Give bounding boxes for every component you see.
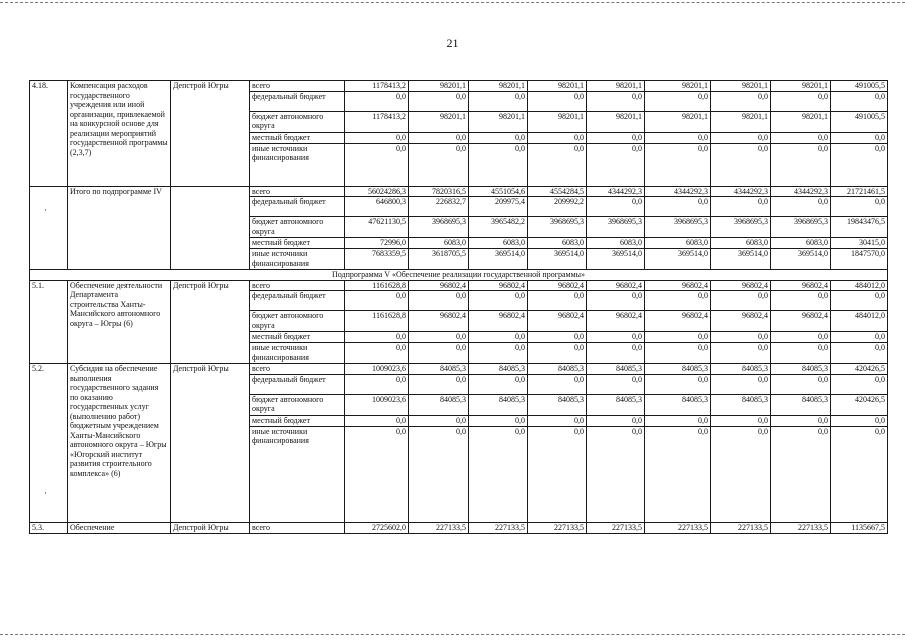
amount-cell: 6083,0	[528, 238, 587, 249]
amount-cell: 1178413,2	[345, 111, 409, 132]
amount-cell: 84085,3	[528, 364, 587, 375]
amount-cell: 4344292,3	[587, 186, 645, 197]
amount-cell: 84085,3	[409, 364, 469, 375]
amount-cell: 3968695,3	[771, 217, 831, 238]
amount-cell: 0,0	[528, 415, 587, 426]
funding-source-label: иные источники финансирования	[250, 249, 345, 270]
amount-cell: 491005,5	[831, 81, 888, 92]
table-row	[30, 364, 888, 375]
funding-source-label: бюджет автономного округа	[250, 111, 345, 132]
amount-cell: 0,0	[711, 143, 771, 186]
amount-cell: 1847570,0	[831, 249, 888, 270]
amount-cell: 6083,0	[771, 238, 831, 249]
amount-cell: 0,0	[345, 374, 409, 394]
amount-cell: 96802,4	[771, 280, 831, 291]
amount-cell: 7820316,5	[409, 186, 469, 197]
amount-cell: 209992,2	[528, 197, 587, 217]
funding-source-label: всего	[250, 81, 345, 92]
amount-cell: 0,0	[771, 91, 831, 111]
amount-cell: 2725602,0	[345, 522, 409, 533]
amount-cell: 484012,0	[831, 311, 888, 332]
amount-cell: 98201,1	[645, 81, 711, 92]
amount-cell: 484012,0	[831, 280, 888, 291]
amount-cell: 4344292,3	[645, 186, 711, 197]
amount-cell: 0,0	[771, 374, 831, 394]
table-row	[30, 81, 888, 92]
amount-cell: 226832,7	[409, 197, 469, 217]
amount-cell: 0,0	[771, 426, 831, 522]
amount-cell: 369514,0	[587, 249, 645, 270]
amount-cell: 0,0	[409, 343, 469, 364]
amount-cell: 0,0	[528, 143, 587, 186]
amount-cell: 98201,1	[711, 111, 771, 132]
page-number: 21	[446, 36, 459, 50]
amount-cell: 0,0	[587, 343, 645, 364]
funding-source-label: бюджет автономного округа	[250, 217, 345, 238]
amount-cell: 0,0	[345, 426, 409, 522]
amount-cell: 56024286,3	[345, 186, 409, 197]
amount-cell: 0,0	[711, 332, 771, 343]
funding-source-label: бюджет автономного округа	[250, 394, 345, 415]
amount-cell: 0,0	[711, 374, 771, 394]
table-row	[30, 522, 888, 533]
amount-cell: 6083,0	[587, 238, 645, 249]
amount-cell: 6083,0	[711, 238, 771, 249]
amount-cell: 227133,5	[711, 522, 771, 533]
amount-cell: 47621130,5	[345, 217, 409, 238]
amount-cell: 0,0	[711, 343, 771, 364]
amount-cell: 84085,3	[409, 394, 469, 415]
amount-cell: 0,0	[345, 143, 409, 186]
amount-cell: 84085,3	[711, 364, 771, 375]
amount-cell: 84085,3	[645, 394, 711, 415]
amount-cell: 96802,4	[645, 280, 711, 291]
amount-cell: 0,0	[645, 332, 711, 343]
funding-source-label: федеральный бюджет	[250, 291, 345, 311]
amount-cell: 96802,4	[711, 280, 771, 291]
row-executor	[171, 186, 250, 270]
amount-cell: 6083,0	[645, 238, 711, 249]
amount-cell: 0,0	[645, 374, 711, 394]
amount-cell: 0,0	[771, 332, 831, 343]
amount-cell: 0,0	[528, 291, 587, 311]
amount-cell: 4551054,6	[469, 186, 528, 197]
amount-cell: 0,0	[409, 374, 469, 394]
row-executor: Депстрой Югры	[171, 280, 250, 364]
amount-cell: 0,0	[831, 374, 888, 394]
amount-cell: 0,0	[345, 415, 409, 426]
amount-cell: 0,0	[409, 332, 469, 343]
amount-cell: 3968695,3	[409, 217, 469, 238]
row-executor: Депстрой Югры	[171, 364, 250, 523]
amount-cell: 0,0	[528, 132, 587, 143]
amount-cell: 0,0	[469, 426, 528, 522]
amount-cell: 96802,4	[409, 311, 469, 332]
amount-cell: 7683359,5	[345, 249, 409, 270]
amount-cell: 369514,0	[645, 249, 711, 270]
amount-cell: 227133,5	[771, 522, 831, 533]
amount-cell: 0,0	[409, 426, 469, 522]
amount-cell: 0,0	[831, 291, 888, 311]
funding-source-label: всего	[250, 364, 345, 375]
amount-cell: 84085,3	[771, 364, 831, 375]
funding-source-label: иные источники финансирования	[250, 143, 345, 186]
amount-cell: 0,0	[345, 343, 409, 364]
scan-mark: ·	[44, 488, 47, 498]
amount-cell: 0,0	[771, 143, 831, 186]
amount-cell: 98201,1	[409, 81, 469, 92]
subprogram-header-row	[30, 270, 888, 281]
amount-cell: 0,0	[711, 415, 771, 426]
row-code: 5.2.	[30, 364, 68, 523]
amount-cell: 0,0	[469, 91, 528, 111]
amount-cell: 420426,5	[831, 364, 888, 375]
funding-source-label: всего	[250, 280, 345, 291]
funding-source-label: федеральный бюджет	[250, 91, 345, 111]
amount-cell: 96802,4	[528, 311, 587, 332]
amount-cell: 0,0	[469, 291, 528, 311]
amount-cell: 98201,1	[771, 81, 831, 92]
funding-source-label: местный бюджет	[250, 238, 345, 249]
amount-cell: 0,0	[645, 197, 711, 217]
amount-cell: 84085,3	[528, 394, 587, 415]
amount-cell: 96802,4	[771, 311, 831, 332]
amount-cell: 96802,4	[711, 311, 771, 332]
amount-cell: 0,0	[771, 291, 831, 311]
amount-cell: 0,0	[409, 132, 469, 143]
amount-cell: 1135667,5	[831, 522, 888, 533]
amount-cell: 4344292,3	[711, 186, 771, 197]
amount-cell: 0,0	[469, 343, 528, 364]
amount-cell: 6083,0	[469, 238, 528, 249]
amount-cell: 19843476,5	[831, 217, 888, 238]
funding-source-label: местный бюджет	[250, 332, 345, 343]
funding-source-label: иные источники финансирования	[250, 426, 345, 522]
amount-cell: 0,0	[831, 91, 888, 111]
amount-cell: 0,0	[645, 343, 711, 364]
amount-cell: 30415,0	[831, 238, 888, 249]
amount-cell: 84085,3	[645, 364, 711, 375]
amount-cell: 0,0	[587, 426, 645, 522]
amount-cell: 96802,4	[469, 311, 528, 332]
subprogram-header: Подпрограмма V «Обеспечение реализации государственной программы»	[30, 270, 888, 281]
funding-source-label: бюджет автономного округа	[250, 311, 345, 332]
row-executor: Депстрой Югры	[171, 81, 250, 187]
amount-cell: 0,0	[587, 143, 645, 186]
amount-cell: 369514,0	[469, 249, 528, 270]
amount-cell: 96802,4	[409, 280, 469, 291]
amount-cell: 84085,3	[771, 394, 831, 415]
amount-cell: 98201,1	[711, 81, 771, 92]
amount-cell: 0,0	[645, 415, 711, 426]
amount-cell: 0,0	[345, 132, 409, 143]
amount-cell: 0,0	[711, 91, 771, 111]
funding-source-label: иные источники финансирования	[250, 343, 345, 364]
amount-cell: 84085,3	[469, 394, 528, 415]
amount-cell: 21721461,5	[831, 186, 888, 197]
table-row	[30, 280, 888, 291]
funding-source-label: федеральный бюджет	[250, 374, 345, 394]
row-executor: Депстрой Югры	[171, 522, 250, 533]
amount-cell: 646800,3	[345, 197, 409, 217]
amount-cell: 0,0	[645, 426, 711, 522]
amount-cell: 98201,1	[528, 111, 587, 132]
amount-cell: 0,0	[645, 143, 711, 186]
amount-cell: 227133,5	[409, 522, 469, 533]
amount-cell: 0,0	[771, 197, 831, 217]
amount-cell: 0,0	[587, 132, 645, 143]
scan-edge-top	[0, 2, 905, 3]
amount-cell: 0,0	[345, 332, 409, 343]
amount-cell: 0,0	[711, 132, 771, 143]
amount-cell: 369514,0	[771, 249, 831, 270]
amount-cell: 0,0	[711, 197, 771, 217]
row-code: 4.18.	[30, 81, 68, 187]
scan-mark: ·	[44, 205, 47, 215]
amount-cell: 0,0	[409, 415, 469, 426]
amount-cell: 0,0	[345, 291, 409, 311]
amount-cell: 84085,3	[587, 394, 645, 415]
amount-cell: 98201,1	[587, 81, 645, 92]
amount-cell: 0,0	[831, 197, 888, 217]
funding-source-label: местный бюджет	[250, 415, 345, 426]
amount-cell: 0,0	[528, 332, 587, 343]
amount-cell: 0,0	[528, 343, 587, 364]
amount-cell: 1161628,8	[345, 311, 409, 332]
amount-cell: 0,0	[469, 374, 528, 394]
amount-cell: 96802,4	[587, 311, 645, 332]
funding-source-label: всего	[250, 522, 345, 533]
amount-cell: 96802,4	[528, 280, 587, 291]
amount-cell: 0,0	[771, 132, 831, 143]
amount-cell: 72996,0	[345, 238, 409, 249]
row-code	[30, 186, 68, 270]
amount-cell: 0,0	[469, 143, 528, 186]
amount-cell: 0,0	[587, 197, 645, 217]
amount-cell: 3968695,3	[711, 217, 771, 238]
amount-cell: 0,0	[831, 426, 888, 522]
amount-cell: 0,0	[831, 343, 888, 364]
amount-cell: 0,0	[831, 132, 888, 143]
amount-cell: 0,0	[587, 415, 645, 426]
amount-cell: 0,0	[528, 374, 587, 394]
amount-cell: 0,0	[528, 426, 587, 522]
amount-cell: 84085,3	[587, 364, 645, 375]
amount-cell: 1009023,6	[345, 394, 409, 415]
amount-cell: 4554284,5	[528, 186, 587, 197]
amount-cell: 0,0	[831, 332, 888, 343]
amount-cell: 0,0	[771, 415, 831, 426]
amount-cell: 98201,1	[587, 111, 645, 132]
amount-cell: 0,0	[469, 332, 528, 343]
amount-cell: 227133,5	[587, 522, 645, 533]
amount-cell: 227133,5	[528, 522, 587, 533]
amount-cell: 0,0	[711, 426, 771, 522]
amount-cell: 1009023,6	[345, 364, 409, 375]
amount-cell: 84085,3	[469, 364, 528, 375]
amount-cell: 0,0	[469, 132, 528, 143]
row-name: Субсидия на обеспечение выполнения государственного задания по оказанию государственных услуг (выполнению работ) бюджетным учреждением Ханты-Мансийского автономного округа – Югры «Югорский институт развития строительного комплекса» (6)	[68, 364, 171, 523]
row-name: Итого по подпрограмме IV	[68, 186, 171, 270]
amount-cell: 227133,5	[645, 522, 711, 533]
amount-cell: 0,0	[831, 415, 888, 426]
amount-cell: 0,0	[645, 291, 711, 311]
amount-cell: 0,0	[587, 332, 645, 343]
amount-cell: 98201,1	[409, 111, 469, 132]
amount-cell: 96802,4	[469, 280, 528, 291]
amount-cell: 0,0	[587, 91, 645, 111]
funding-source-label: федеральный бюджет	[250, 197, 345, 217]
amount-cell: 98201,1	[645, 111, 711, 132]
amount-cell: 209975,4	[469, 197, 528, 217]
funding-source-label: всего	[250, 186, 345, 197]
amount-cell: 98201,1	[528, 81, 587, 92]
row-name: Обеспечение деятельности Департамента строительства Ханты-Мансийского автономного округа – Югры (6)	[68, 280, 171, 364]
financing-table	[29, 80, 888, 534]
amount-cell: 0,0	[771, 343, 831, 364]
table-row	[30, 186, 888, 197]
amount-cell: 227133,5	[469, 522, 528, 533]
amount-cell: 98201,1	[469, 111, 528, 132]
amount-cell: 420426,5	[831, 394, 888, 415]
amount-cell: 0,0	[587, 291, 645, 311]
amount-cell: 3968695,3	[645, 217, 711, 238]
amount-cell: 369514,0	[711, 249, 771, 270]
amount-cell: 6083,0	[409, 238, 469, 249]
amount-cell: 0,0	[587, 374, 645, 394]
amount-cell: 3968695,3	[528, 217, 587, 238]
amount-cell: 98201,1	[771, 111, 831, 132]
scan-edge-bottom	[0, 634, 905, 635]
amount-cell: 0,0	[831, 143, 888, 186]
amount-cell: 0,0	[528, 91, 587, 111]
row-code: 5.1.	[30, 280, 68, 364]
amount-cell: 369514,0	[528, 249, 587, 270]
amount-cell: 98201,1	[469, 81, 528, 92]
amount-cell: 0,0	[645, 91, 711, 111]
row-code: 5.3.	[30, 522, 68, 533]
amount-cell: 0,0	[469, 415, 528, 426]
amount-cell: 1178413,2	[345, 81, 409, 92]
amount-cell: 0,0	[711, 291, 771, 311]
amount-cell: 96802,4	[645, 311, 711, 332]
amount-cell: 0,0	[345, 91, 409, 111]
amount-cell: 3965482,2	[469, 217, 528, 238]
amount-cell: 84085,3	[711, 394, 771, 415]
amount-cell: 0,0	[409, 291, 469, 311]
amount-cell: 4344292,3	[771, 186, 831, 197]
amount-cell: 1161628,8	[345, 280, 409, 291]
row-name: Компенсация расходов государственного учреждения или иной организации, привлекаемой на конкурсной основе для реализации мероприятий государственной программы (2,3,7)	[68, 81, 171, 187]
amount-cell: 3618705,5	[409, 249, 469, 270]
funding-source-label: местный бюджет	[250, 132, 345, 143]
amount-cell: 0,0	[645, 132, 711, 143]
row-name: Обеспечение	[68, 522, 171, 533]
amount-cell: 0,0	[409, 143, 469, 186]
amount-cell: 0,0	[409, 91, 469, 111]
amount-cell: 491005,5	[831, 111, 888, 132]
amount-cell: 96802,4	[587, 280, 645, 291]
amount-cell: 3968695,3	[587, 217, 645, 238]
